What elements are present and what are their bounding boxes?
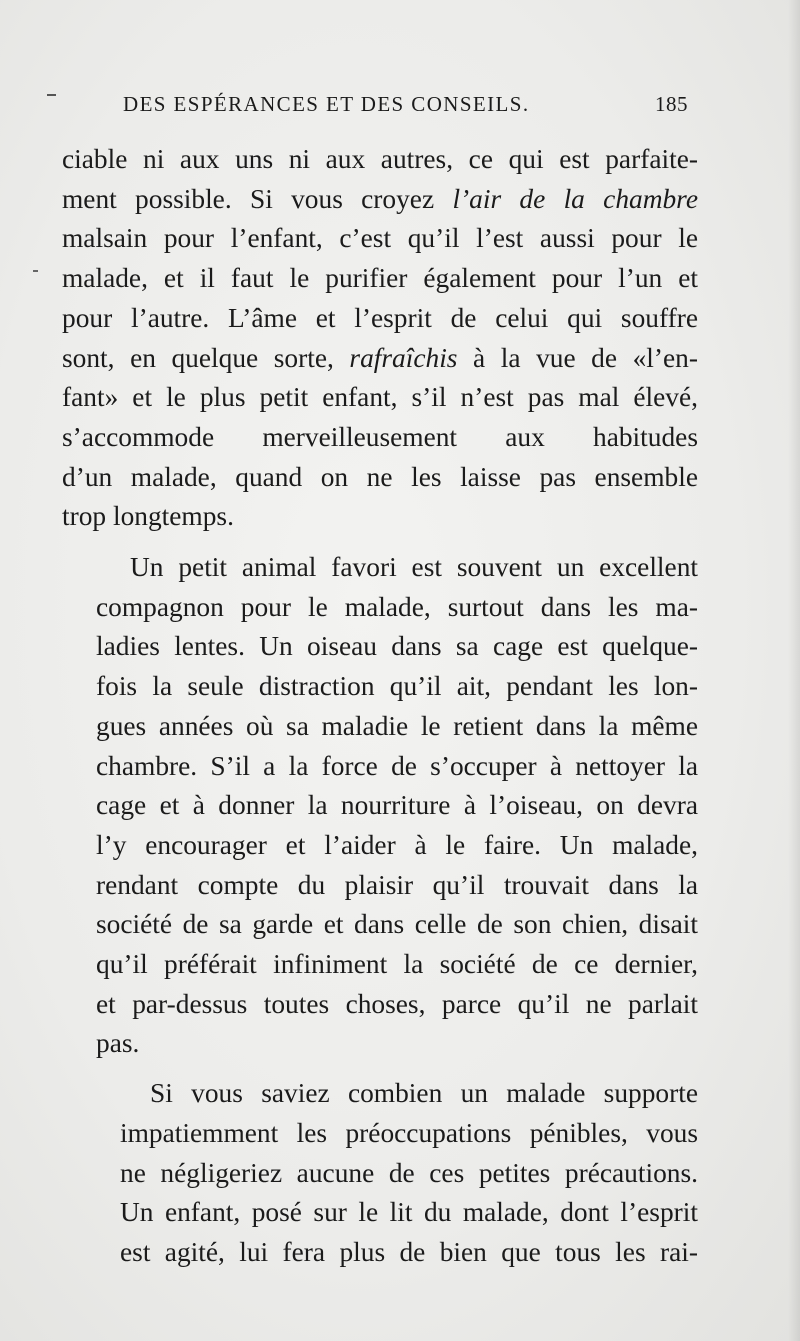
text-line: d’un malade, quand on ne les laisse pas ensemble bbox=[62, 461, 698, 492]
text-line: ladies lentes. Un oiseau dans sa cage est quelque- bbox=[96, 631, 698, 662]
page-header bbox=[123, 92, 688, 124]
text-line: Un petit animal favori est souvent un excellent bbox=[130, 552, 698, 583]
stray-ink-mark bbox=[47, 94, 56, 96]
text-line bbox=[62, 180, 698, 220]
text-line: fois la seule distraction qu’il ait, pendant les lon- bbox=[96, 671, 698, 702]
text-line: pour l’autre. L’âme et l’esprit de celui qui souffre bbox=[62, 302, 698, 333]
italic-word: rafraîchis bbox=[349, 342, 458, 373]
text-line: malsain pour l’enfant, c’est qu’il l’est aussi pour le bbox=[62, 223, 698, 254]
text-line: est agité, lui fera plus de bien que tous les rai- bbox=[120, 1236, 698, 1267]
text-line: société de sa garde et dans celle de son chien, disait bbox=[96, 909, 698, 940]
text-line: cage et à donner la nourriture à l’oiseau, on devra bbox=[96, 790, 698, 821]
text-line: s’accommode merveilleusement aux habitudes bbox=[62, 421, 698, 452]
text-line: qu’il préférait infiniment la société de ce dernier, bbox=[96, 949, 698, 980]
text-line: et par-dessus toutes choses, parce qu’il ne parlait bbox=[96, 988, 698, 1019]
text-line: rendant compte du plaisir qu’il trouvait dans la bbox=[96, 869, 698, 900]
page-number: 185 bbox=[655, 92, 688, 116]
text-line: pas. bbox=[96, 1028, 140, 1059]
text-span: ment possible. Si vous croyez bbox=[62, 183, 435, 214]
text-line: fant» et le plus petit enfant, s’il n’est pas mal élevé, bbox=[62, 382, 698, 413]
stray-ink-mark bbox=[33, 270, 38, 272]
body-text bbox=[62, 140, 698, 1273]
text-line: Si vous saviez combien un malade supporte bbox=[150, 1078, 698, 1109]
text-line: l’y encourager et l’aider à le faire. Un malade, bbox=[96, 829, 698, 860]
text-span: sont, en quelque sorte, bbox=[62, 342, 334, 373]
page-edge-shadow bbox=[788, 0, 800, 1341]
paragraph bbox=[62, 1074, 698, 1273]
paragraph bbox=[62, 140, 698, 537]
italic-phrase: l’air de la chambre bbox=[452, 183, 698, 214]
text-line bbox=[62, 339, 698, 379]
text-span: à la vue de «l’en- bbox=[473, 342, 698, 373]
text-line: malade, et il faut le purifier également pour l’un et bbox=[62, 263, 698, 294]
text-line: compagnon pour le malade, surtout dans les ma- bbox=[96, 591, 698, 622]
text-line: ciable ni aux uns ni aux autres, ce qui est parfaite- bbox=[62, 144, 698, 174]
text-line: trop longtemps. bbox=[62, 501, 234, 532]
running-title: DES ESPÉRANCES ET DES CONSEILS. bbox=[123, 92, 530, 116]
text-line: impatiemment les préoccupations pénibles, vous bbox=[120, 1117, 698, 1148]
paragraph bbox=[62, 548, 698, 1064]
text-line: chambre. S’il a la force de s’occuper à nettoyer la bbox=[96, 750, 698, 781]
text-line: gues années où sa maladie le retient dans la même bbox=[96, 710, 698, 741]
text-line: Un enfant, posé sur le lit du malade, dont l’esprit bbox=[120, 1197, 698, 1228]
text-line: ne négligeriez aucune de ces petites précautions. bbox=[120, 1157, 698, 1188]
